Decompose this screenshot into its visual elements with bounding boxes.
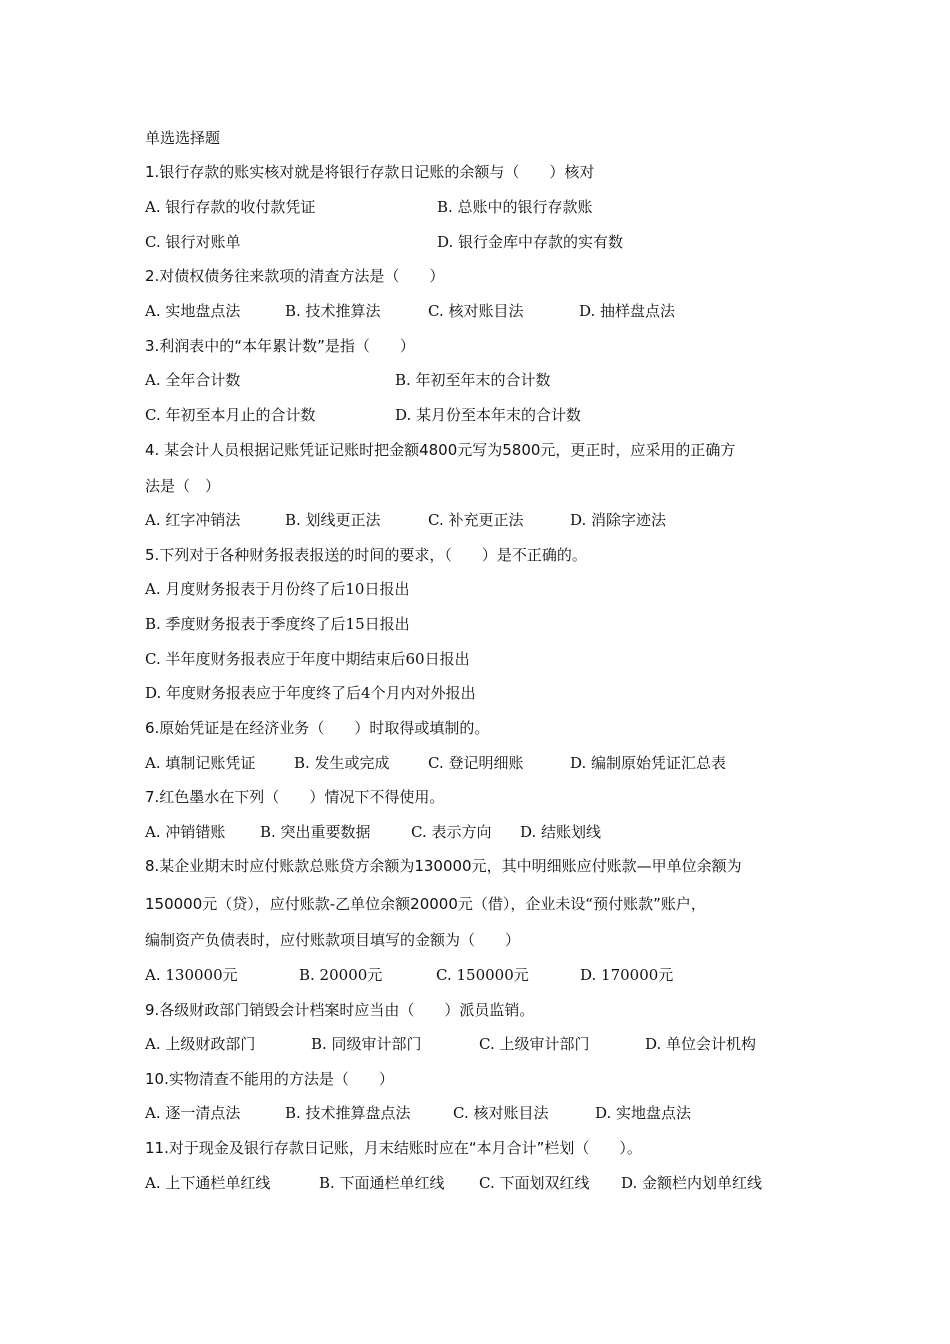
option-b: B. 技术推算法 — [285, 302, 381, 320]
option-b: B. 20000元 — [299, 966, 383, 984]
option-a: A. 实地盘点法 — [145, 302, 241, 320]
option-c: C. 上级审计部门 — [479, 1035, 590, 1053]
question-3-options-row-1 — [145, 367, 845, 393]
option-a: A. 130000元 — [145, 966, 238, 984]
question-5-option-b: B. 季度财务报表于季度终了后15日报出 — [145, 615, 410, 633]
question-3-stem: 3.利润表中的“本年累计数”是指（ ） — [145, 337, 415, 355]
option-b: B. 技术推算盘点法 — [285, 1104, 411, 1122]
question-10-stem: 10.实物清查不能用的方法是（ ） — [145, 1070, 394, 1088]
option-d: D. 银行金库中存款的实有数 — [437, 233, 624, 251]
option-d: D. 金额栏内划单红线 — [621, 1174, 763, 1192]
question-4-stem-line-1: 4. 某会计人员根据记账凭证记账时把金额4800元写为5800元，更正时，应采用的正确方 — [145, 441, 736, 459]
option-a: A. 上级财政部门 — [145, 1035, 256, 1053]
option-c: C. 登记明细账 — [428, 754, 524, 772]
option-d: D. 抽样盘点法 — [579, 302, 676, 320]
option-c: C. 核对账目法 — [428, 302, 524, 320]
option-a: A. 冲销错账 — [145, 823, 226, 841]
option-d: D. 消除字迹法 — [570, 511, 667, 529]
question-2-options — [145, 298, 845, 324]
option-c: C. 补充更正法 — [428, 511, 524, 529]
question-1-options-row-1 — [145, 194, 845, 220]
option-b: B. 下面通栏单红线 — [319, 1174, 445, 1192]
question-9-stem: 9.各级财政部门销毁会计档案时应当由（ ）派员监销。 — [145, 1001, 535, 1019]
question-8-stem-line-3: 编制资产负债表时，应付账款项目填写的金额为（ ） — [145, 931, 521, 949]
option-b: B. 同级审计部门 — [311, 1035, 422, 1053]
option-c: C. 年初至本月止的合计数 — [145, 406, 316, 424]
section-heading: 单选选择题 — [145, 129, 221, 147]
option-b: B. 划线更正法 — [285, 511, 381, 529]
question-5-stem: 5.下列对于各种财务报表报送的时间的要求，（ ）是不正确的。 — [145, 546, 587, 564]
question-5-option-c: C. 半年度财务报表应于年度中期结束后60日报出 — [145, 650, 470, 668]
option-b: B. 总账中的银行存款账 — [437, 198, 593, 216]
question-8-stem-line-1: 8.某企业期末时应付账款总账贷方余额为130000元，其中明细账应付账款—甲单位余额为 — [145, 857, 742, 875]
question-6-stem: 6.原始凭证是在经济业务（ ）时取得或填制的。 — [145, 719, 490, 737]
option-d: D. 单位会计机构 — [645, 1035, 757, 1053]
question-4-stem-line-2: 法是（ ） — [145, 477, 221, 495]
option-d: D. 某月份至本年末的合计数 — [395, 406, 582, 424]
option-c: C. 表示方向 — [411, 823, 492, 841]
option-c: C. 核对账目法 — [453, 1104, 549, 1122]
option-c: C. 下面划双红线 — [479, 1174, 590, 1192]
option-b: B. 发生或完成 — [294, 754, 390, 772]
option-d: D. 170000元 — [580, 966, 674, 984]
question-5-option-d: D. 年度财务报表应于年度终了后4个月内对外报出 — [145, 684, 476, 702]
option-a: A. 红字冲销法 — [145, 511, 241, 529]
question-1-options-row-2 — [145, 229, 845, 255]
option-b: B. 年初至年末的合计数 — [395, 371, 551, 389]
question-5-option-a: A. 月度财务报表于月份终了后10日报出 — [145, 580, 410, 598]
option-b: B. 突出重要数据 — [260, 823, 371, 841]
option-a: A. 填制记账凭证 — [145, 754, 256, 772]
option-d: D. 编制原始凭证汇总表 — [570, 754, 727, 772]
option-d: D. 结账划线 — [520, 823, 602, 841]
option-c: C. 银行对账单 — [145, 233, 241, 251]
question-11-options — [145, 1170, 845, 1196]
question-7-options — [145, 819, 845, 845]
question-11-stem: 11.对于现金及银行存款日记账，月末结账时应在“本月合计”栏划（ ）。 — [145, 1139, 642, 1157]
option-a: A. 银行存款的收付款凭证 — [145, 198, 316, 216]
option-a: A. 全年合计数 — [145, 371, 241, 389]
option-a: A. 逐一清点法 — [145, 1104, 241, 1122]
option-a: A. 上下通栏单红线 — [145, 1174, 271, 1192]
option-c: C. 150000元 — [436, 966, 529, 984]
question-9-options — [145, 1031, 845, 1057]
question-4-options — [145, 507, 845, 533]
question-2-stem: 2.对债权债务往来款项的清查方法是（ ） — [145, 267, 445, 285]
question-7-stem: 7.红色墨水在下列（ ）情况下不得使用。 — [145, 788, 445, 806]
question-8-options — [145, 962, 845, 988]
question-1-stem: 1.银行存款的账实核对就是将银行存款日记账的余额与（ ）核对 — [145, 163, 595, 181]
question-3-options-row-2 — [145, 402, 845, 428]
question-6-options — [145, 750, 845, 776]
question-10-options — [145, 1100, 845, 1126]
option-d: D. 实地盘点法 — [595, 1104, 692, 1122]
question-8-stem-line-2: 150000元（贷），应付账款-乙单位余额20000元（借），企业未设“预付账款”账户， — [145, 895, 706, 913]
